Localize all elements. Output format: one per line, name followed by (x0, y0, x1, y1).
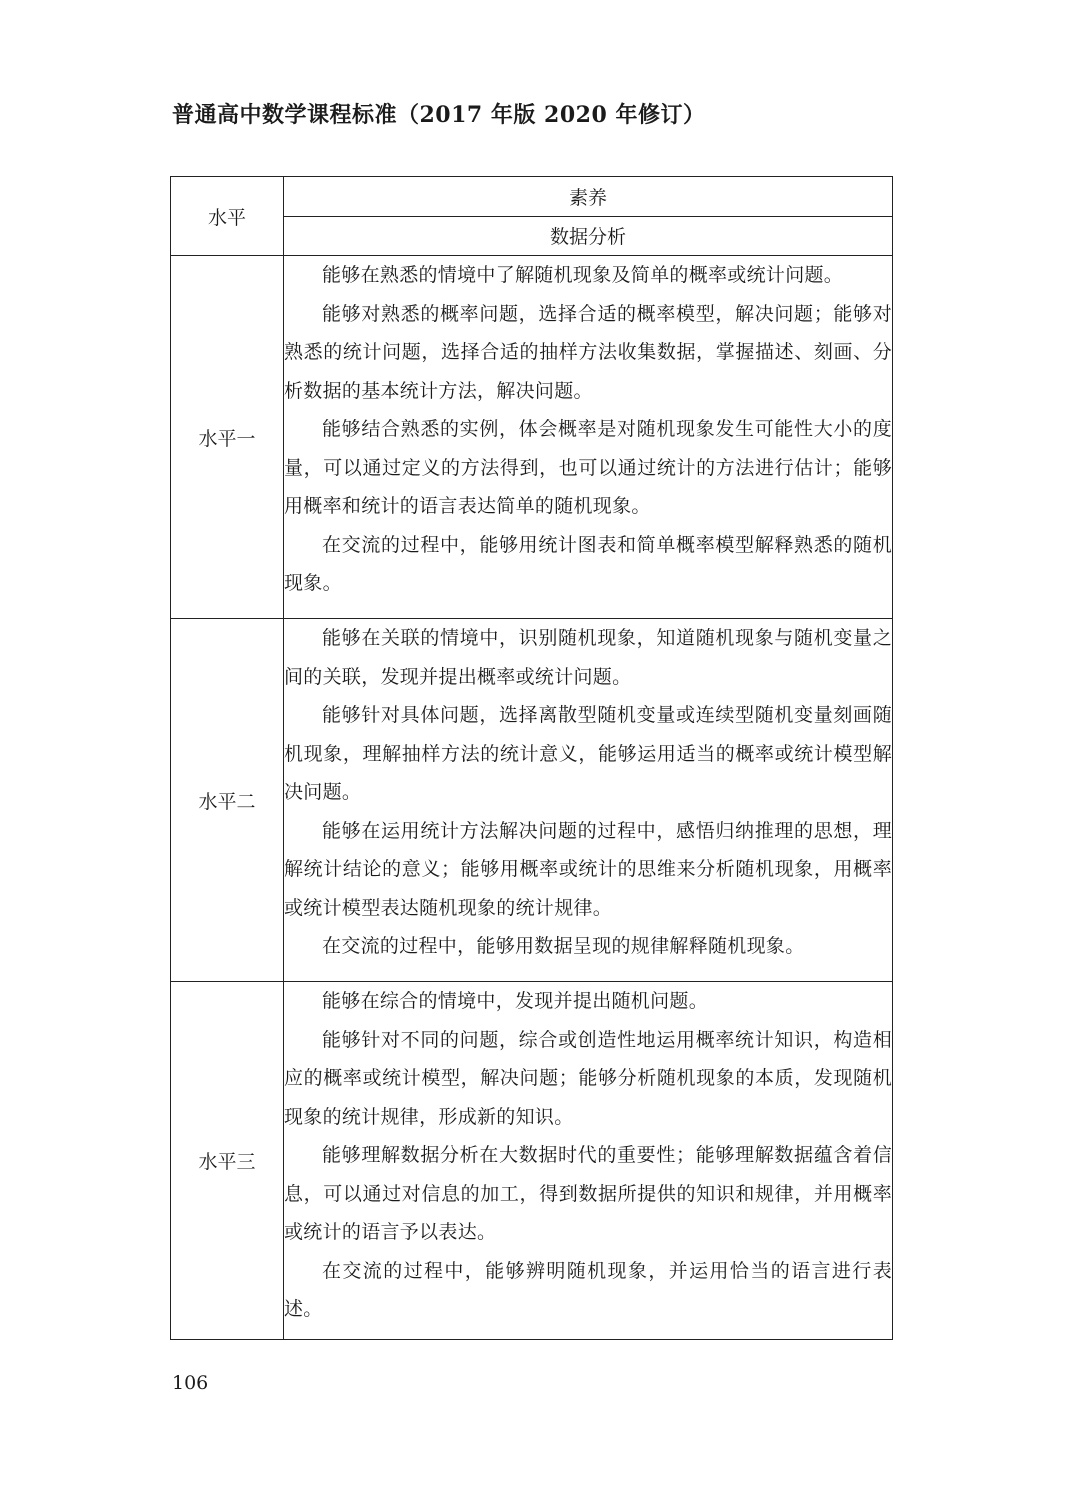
description-paragraph: 在交流的过程中，能够用数据呈现的规律解释随机现象。 (322, 935, 805, 957)
table-row (171, 982, 893, 1340)
table-header-row (171, 177, 893, 217)
level-description (284, 619, 893, 982)
page-number: 106 (172, 1372, 209, 1394)
description-paragraph: 能够理解数据分析在大数据时代的重要性；能够理解数据蕴含着信息，可以通过对信息的加工，得到数据所提供的知识和规律，并用概率或统计的语言予以表达。 (284, 1144, 892, 1243)
description-paragraph: 在交流的过程中，能够辨明随机现象，并运用恰当的语言进行表述。 (284, 1259, 892, 1320)
literacy-level-table (170, 176, 893, 1340)
level-description (284, 256, 893, 619)
page-title: 普通高中数学课程标准（2017 年版 2020 年修订） (172, 102, 706, 128)
level-label: 水平一 (171, 256, 284, 619)
literacy-name-header: 数据分析 (284, 216, 893, 256)
level-label: 水平二 (171, 619, 284, 982)
description-paragraph: 能够针对具体问题，选择离散型随机变量或连续型随机变量刻画随机现象，理解抽样方法的统计意义，能够运用适当的概率或统计模型解决问题。 (284, 704, 892, 803)
description-paragraph: 能够针对不同的问题，综合或创造性地运用概率统计知识，构造相应的概率或统计模型，解决问题；能够分析随机现象的本质，发现随机现象的统计规律，形成新的知识。 (284, 1028, 892, 1128)
description-paragraph: 能够结合熟悉的实例，体会概率是对随机现象发生可能性大小的度量，可以通过定义的方法得到，也可以通过统计的方法进行估计；能够用概率和统计的语言表达简单的随机现象。 (284, 418, 892, 517)
table-row (171, 256, 893, 619)
description-paragraph: 能够在关联的情境中，识别随机现象，知道随机现象与随机变量之间的关联，发现并提出概率或统计问题。 (284, 627, 892, 688)
literacy-column-header: 素养 (284, 177, 893, 217)
description-paragraph: 能够在综合的情境中，发现并提出随机问题。 (322, 990, 709, 1012)
level-column-header: 水平 (171, 177, 284, 256)
level-description (284, 982, 893, 1340)
description-paragraph: 能够在熟悉的情境中了解随机现象及简单的概率或统计问题。 (322, 264, 844, 286)
description-paragraph: 在交流的过程中，能够用统计图表和简单概率模型解释熟悉的随机现象。 (284, 533, 892, 594)
level-label: 水平三 (171, 982, 284, 1340)
table-row (171, 619, 893, 982)
description-paragraph: 能够对熟悉的概率问题，选择合适的概率模型，解决问题；能够对熟悉的统计问题，选择合适的抽样方法收集数据，掌握描述、刻画、分析数据的基本统计方法，解决问题。 (284, 302, 892, 402)
description-paragraph: 能够在运用统计方法解决问题的过程中，感悟归纳推理的思想，理解统计结论的意义；能够用概率或统计的思维来分析随机现象，用概率或统计模型表达随机现象的统计规律。 (284, 819, 892, 919)
